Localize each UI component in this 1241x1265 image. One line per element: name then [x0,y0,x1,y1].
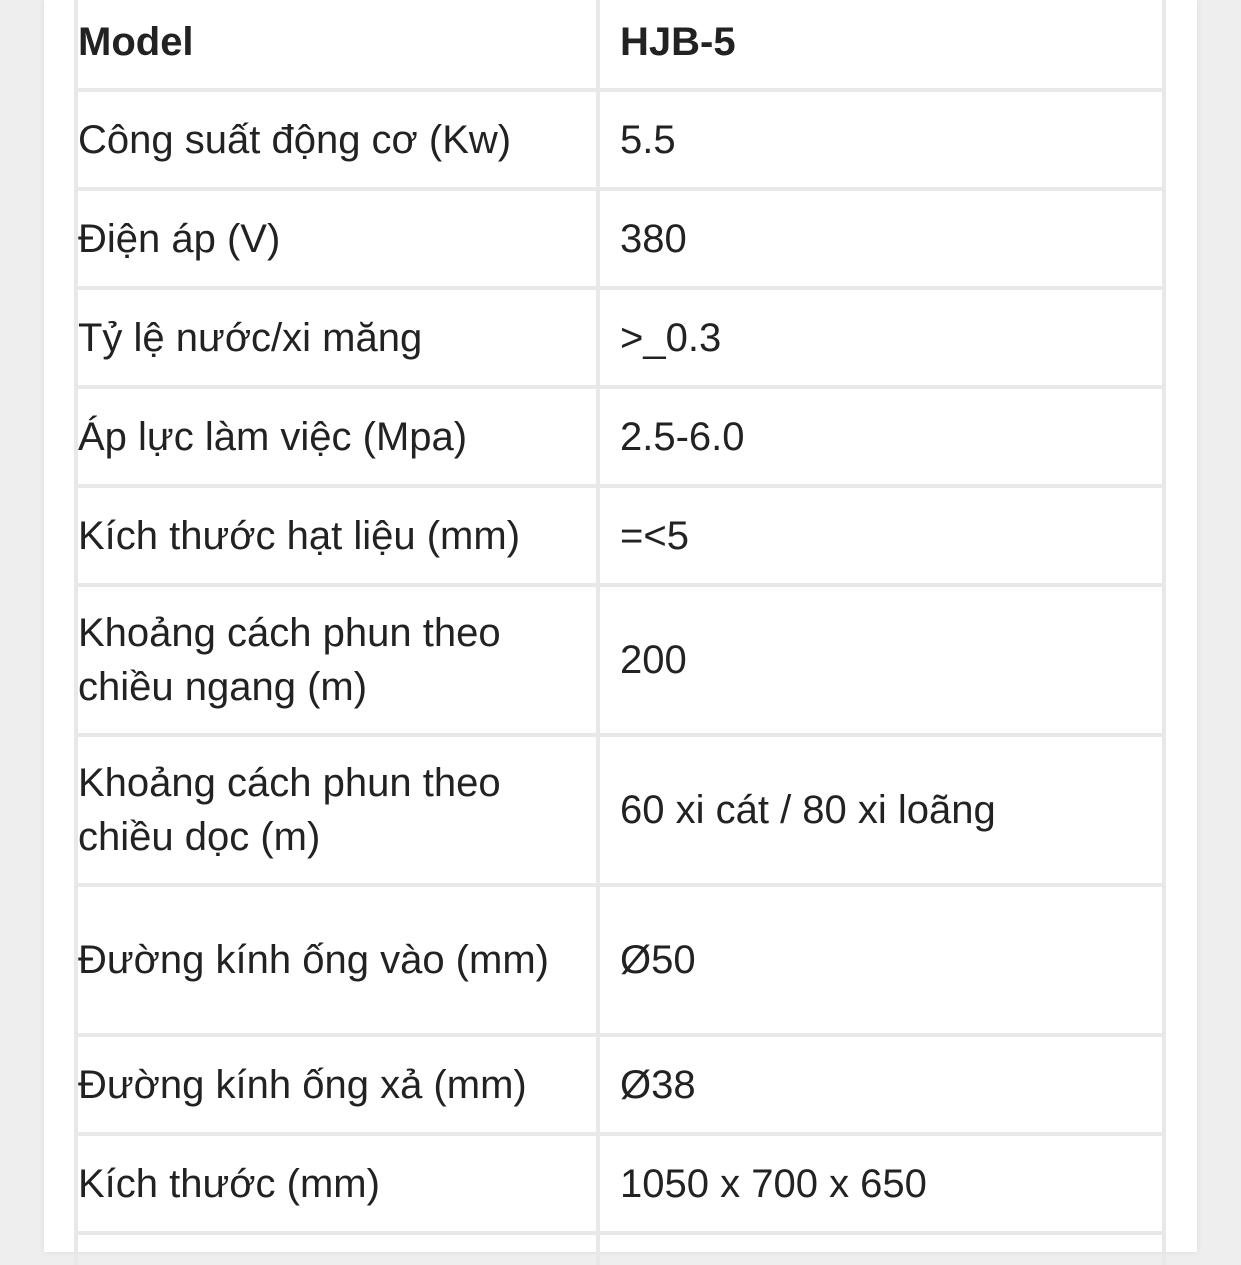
row-label: Đường kính ống xả (mm) [76,1035,598,1134]
table-row [76,90,1164,189]
table-row [76,288,1164,387]
table-row [76,189,1164,288]
row-label: Kích thước (mm) [76,1134,598,1233]
table-header-row [76,0,1164,90]
row-value: Ø38 [598,1035,1164,1134]
row-label: Điện áp (V) [76,189,598,288]
row-value: 1050 x 700 x 650 [598,1134,1164,1233]
table-row [76,585,1164,735]
row-label: Đường kính ống vào (mm) [76,885,598,1035]
row-value: 380 [598,189,1164,288]
row-value: 200 [598,585,1164,735]
header-value: HJB-5 [598,0,1164,90]
row-value: >_0.3 [598,288,1164,387]
row-value: Ø50 [598,885,1164,1035]
row-label: Khoảng cách phun theo chiều dọc (m) [76,735,598,885]
row-label: Kích thước hạt liệu (mm) [76,486,598,585]
row-value: =<5 [598,486,1164,585]
table-row [76,1035,1164,1134]
table-row [76,387,1164,486]
header-label: Model [76,0,598,90]
page-card [44,0,1197,1252]
row-value: 5.5 [598,90,1164,189]
table-row [76,1134,1164,1233]
table-row [76,735,1164,885]
row-label: Công suất động cơ (Kw) [76,90,598,189]
row-value: 60 xi cát / 80 xi loãng [598,735,1164,885]
row-label: Áp lực làm việc (Mpa) [76,387,598,486]
row-value-empty [598,1233,1164,1265]
row-value: 2.5-6.0 [598,387,1164,486]
table-row [76,486,1164,585]
row-label: Tỷ lệ nước/xi măng [76,288,598,387]
row-label-empty [76,1233,598,1265]
table-row-partial [76,1233,1164,1265]
table-row [76,885,1164,1035]
row-label: Khoảng cách phun theo chiều ngang (m) [76,585,598,735]
spec-table [74,0,1166,1265]
